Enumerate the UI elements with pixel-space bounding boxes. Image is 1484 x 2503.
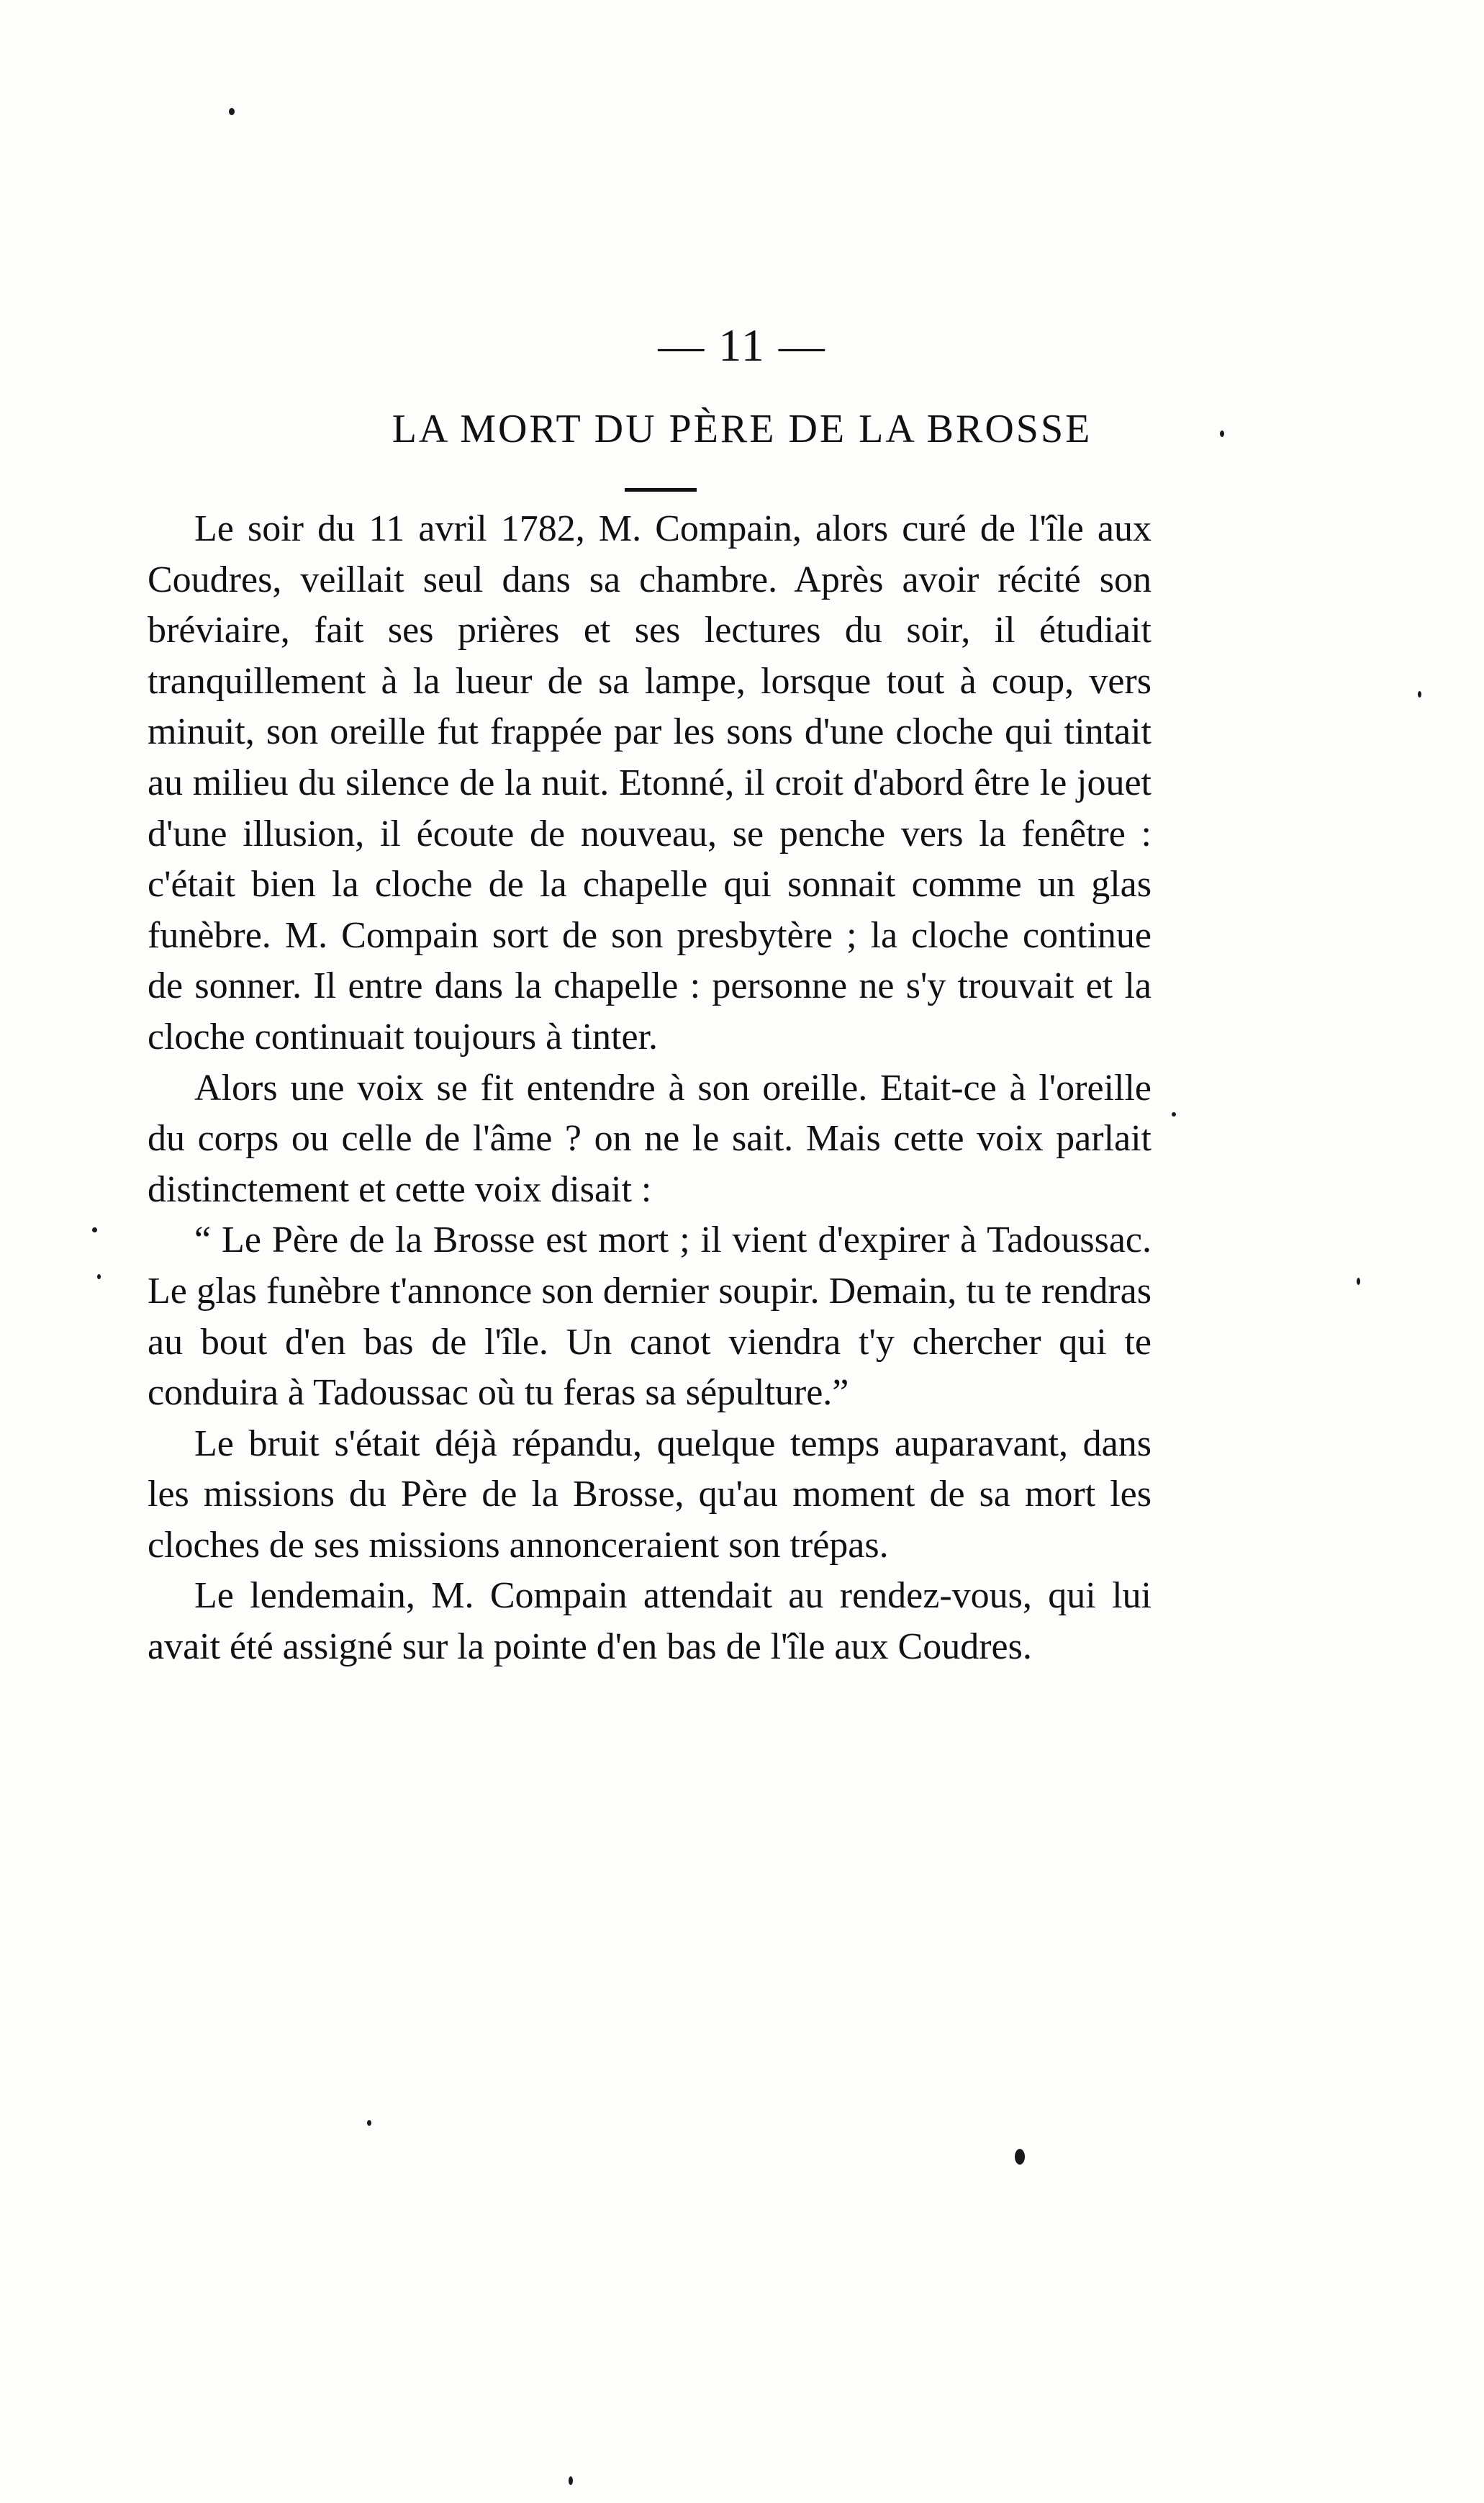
paragraph-2: Alors une voix se fit entendre à son oreille. Etait-ce à l'oreille du corps ou celle de l'âme ? on ne le sait. Mais cette voix parlait distinctement et cette voix disait : <box>148 1067 1152 1210</box>
paragraph-3: “ Le Père de la Brosse est mort ; il vient d'expirer à Tadoussac. Le glas funèbre t'annonce son dernier soupir. Demain, tu te rendras au bout d'en bas de l'île. Un canot viendra t'y chercher qui te conduira à Tadoussac où tu feras sa sépulture.” <box>148 1219 1152 1414</box>
title-divider <box>625 488 697 492</box>
scan-speck <box>1015 2149 1025 2165</box>
scan-speck <box>1357 1278 1360 1285</box>
scan-speck <box>367 2120 371 2126</box>
scan-speck <box>569 2476 573 2485</box>
page-number: — 11 — <box>658 320 826 371</box>
paragraph-1: Le soir du 11 avril 1782, M. Compain, alors curé de l'île aux Coudres, veillait seul dans sa chambre. Après avoir récité son bréviaire, fait ses prières et ses lectures du soir, il étudiait tranquillement à la lueur de sa lampe, lorsque tout à coup, vers minuit, son oreille fut frappée par les sons d'une cloche qui tintait au milieu du silence de la nuit. Etonné, il croit d'abord être le jouet d'une illusion, il écoute de nouveau, se penche vers la fenêtre : c'était bien la cloche de la chapelle qui sonnait comme un glas funèbre. M. Compain sort de son presbytère ; la cloche continue de sonner. Il entre dans la chapelle : personne ne s'y trouvait et la cloche continuait toujours à tinter. <box>148 508 1152 1057</box>
body-text <box>148 504 1152 1673</box>
paragraph-5: Le lendemain, M. Compain attendait au rendez-vous, qui lui avait été assigné sur la pointe d'en bas de l'île aux Coudres. <box>148 1575 1152 1668</box>
scan-speck <box>1172 1112 1176 1117</box>
chapter-title: LA MORT DU PÈRE DE LA BROSSE <box>392 407 1092 451</box>
scan-speck <box>97 1274 101 1279</box>
scan-speck <box>92 1227 97 1232</box>
paragraph-4: Le bruit s'était déjà répandu, quelque temps auparavant, dans les missions du Père de la Brosse, qu'au moment de sa mort les cloches de ses missions annonceraient son trépas. <box>148 1422 1152 1566</box>
scan-speck <box>1418 691 1421 698</box>
scan-speck <box>1220 430 1224 437</box>
scan-speck <box>229 108 235 115</box>
